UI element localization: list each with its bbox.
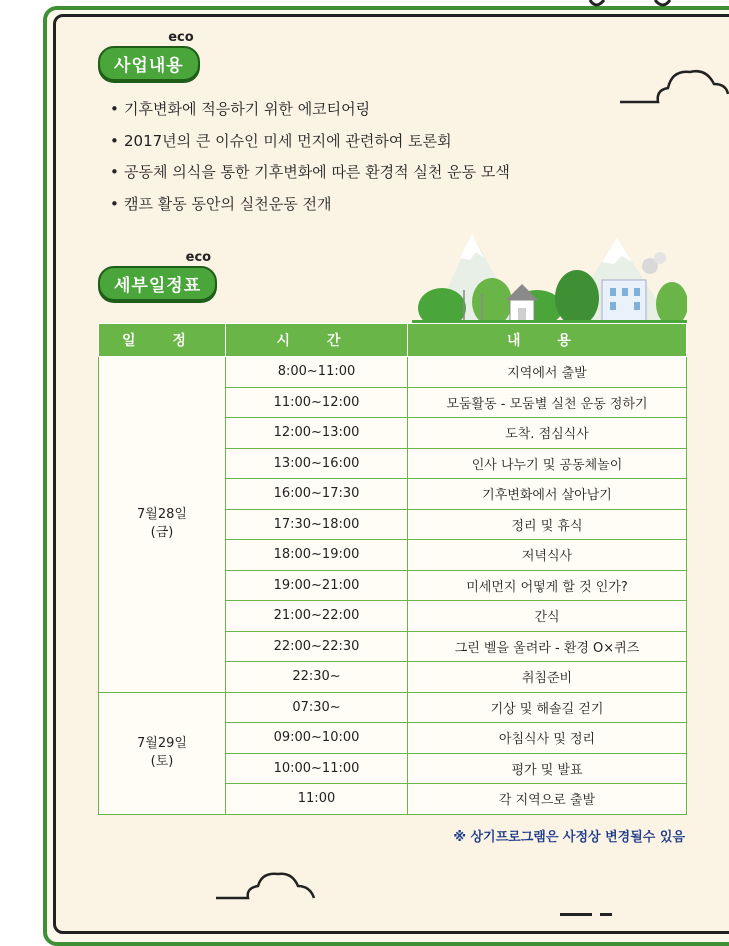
time-cell: 11:00 xyxy=(226,784,408,815)
header-content: 내 용 xyxy=(408,324,687,357)
weekday-label: (금) xyxy=(150,525,174,541)
content-cell: 그린 벨을 울려라 - 환경 O×퀴즈 xyxy=(408,631,687,662)
business-bullet-list xyxy=(110,94,510,220)
time-cell: 16:00~17:30 xyxy=(226,479,408,510)
eco-label: eco xyxy=(168,30,194,45)
time-cell: 09:00~10:00 xyxy=(226,723,408,754)
cloud-icon xyxy=(618,60,729,108)
date-label: 7월28일 xyxy=(137,507,187,523)
content-cell: 저녁식사 xyxy=(408,540,687,571)
cloud-icon xyxy=(214,868,318,902)
decorative-dash-icon xyxy=(560,913,612,916)
content-cell: 아침식사 및 정리 xyxy=(408,723,687,754)
content-cell: 정리 및 휴식 xyxy=(408,509,687,540)
content-cell: 각 지역으로 출발 xyxy=(408,784,687,815)
time-cell: 22:00~22:30 xyxy=(226,631,408,662)
content-cell: 미세먼지 어떻게 할 것 인가? xyxy=(408,570,687,601)
time-cell: 18:00~19:00 xyxy=(226,540,408,571)
eco-landscape-illustration xyxy=(412,228,687,324)
time-cell: 10:00~11:00 xyxy=(226,753,408,784)
content-cell: 인사 나누기 및 공동체놀이 xyxy=(408,448,687,479)
content-cell: 기후변화에서 살아남기 xyxy=(408,479,687,510)
content-cell: 평가 및 발표 xyxy=(408,753,687,784)
time-cell: 22:30~ xyxy=(226,662,408,693)
content-cell: 지역에서 출발 xyxy=(408,357,687,388)
top-decoration-icon xyxy=(560,0,700,14)
header-time: 시 간 xyxy=(226,324,408,357)
time-cell: 07:30~ xyxy=(226,692,408,723)
bullet-item: • 캠프 활동 동안의 실천운동 전개 xyxy=(110,189,510,221)
content-cell: 간식 xyxy=(408,601,687,632)
time-cell: 11:00~12:00 xyxy=(226,387,408,418)
schedule-table xyxy=(98,323,687,815)
time-cell: 8:00~11:00 xyxy=(226,357,408,388)
time-cell: 13:00~16:00 xyxy=(226,448,408,479)
date-label: 7월29일 xyxy=(137,736,187,751)
weekday-label: (토) xyxy=(150,754,174,769)
table-header-row xyxy=(99,324,687,357)
date-cell-day2 xyxy=(99,692,226,814)
content-cell: 기상 및 해솔길 걷기 xyxy=(408,692,687,723)
time-cell: 12:00~13:00 xyxy=(226,418,408,449)
bullet-item: • 2017년의 큰 이슈인 미세 먼지에 관련하여 토론회 xyxy=(110,126,510,158)
date-cell-day1 xyxy=(99,357,226,693)
header-date: 일 정 xyxy=(99,324,226,357)
eco-label: eco xyxy=(185,250,212,265)
section-schedule-badge xyxy=(98,250,217,301)
table-row xyxy=(99,692,687,723)
section-title: 세부일정표 xyxy=(98,266,217,301)
content-cell: 취침준비 xyxy=(408,662,687,693)
bullet-item: • 기후변화에 적응하기 위한 에코티어링 xyxy=(110,94,510,126)
time-cell: 21:00~22:00 xyxy=(226,601,408,632)
time-cell: 19:00~21:00 xyxy=(226,570,408,601)
section-business-badge xyxy=(98,30,200,81)
bullet-item: • 공동체 의식을 통한 기후변화에 따른 환경적 실천 운동 모색 xyxy=(110,157,510,189)
content-cell: 도착. 점심식사 xyxy=(408,418,687,449)
time-cell: 17:30~18:00 xyxy=(226,509,408,540)
footnote-notice: ※ 상기프로그램은 사정상 변경될수 있음 xyxy=(453,830,685,845)
table-row xyxy=(99,357,687,388)
content-cell: 모둠활동 - 모둠별 실천 운동 정하기 xyxy=(408,387,687,418)
section-title: 사업내용 xyxy=(98,46,200,81)
